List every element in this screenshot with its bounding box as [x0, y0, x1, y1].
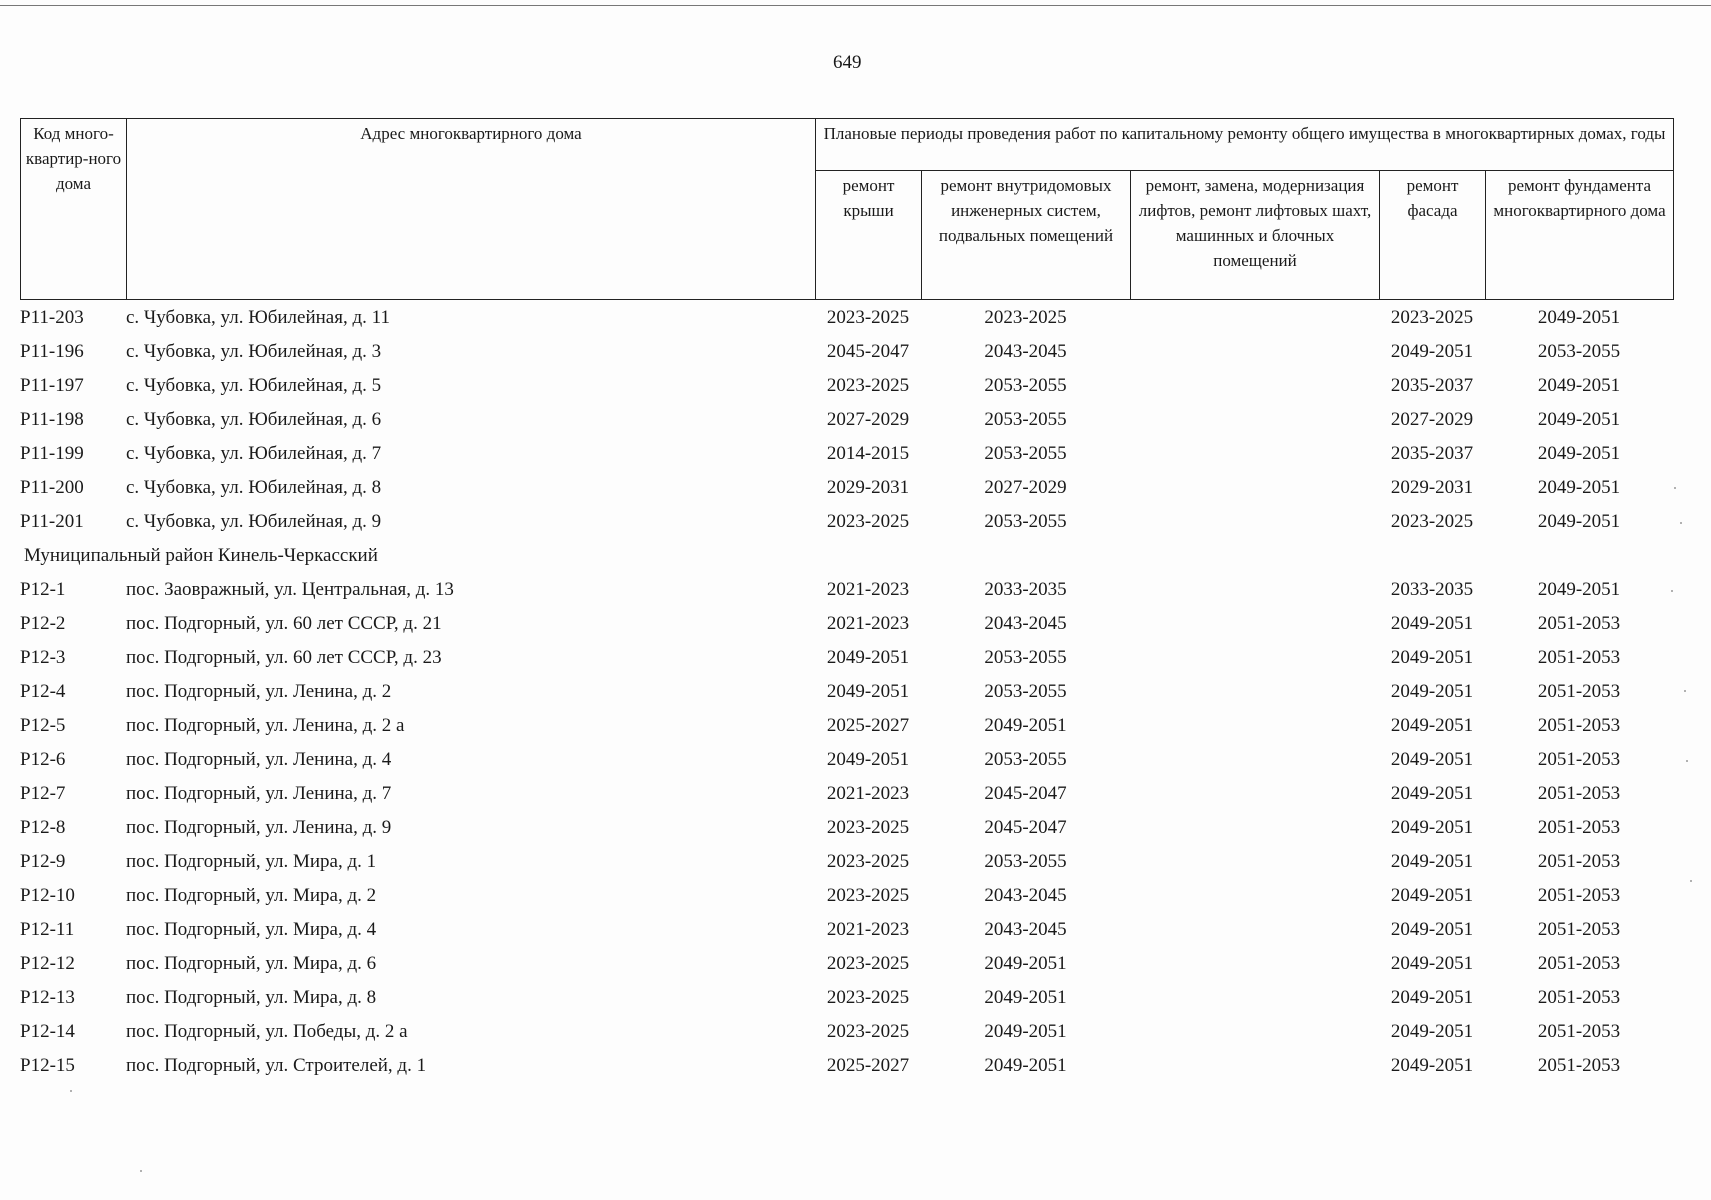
cell-roof: 2023-2025 — [826, 987, 910, 1008]
table-row — [20, 947, 1673, 981]
cell-systems: 2045-2047 — [984, 783, 1067, 804]
cell-facade: 2049-2051 — [1390, 851, 1474, 872]
cell-roof: 2025-2027 — [826, 715, 910, 736]
cell-roof: 2014-2015 — [826, 443, 910, 464]
cell-facade: 2049-2051 — [1390, 749, 1474, 770]
cell-address: с. Чубовка, ул. Юбилейная, д. 9 — [126, 511, 382, 532]
cell-address: пос. Подгорный, ул. Мира, д. 2 — [126, 885, 377, 906]
cell-lifts — [1130, 947, 1379, 981]
scan-speck — [1684, 690, 1686, 692]
cell-address: пос. Подгорный, ул. Ленина, д. 2 а — [126, 715, 405, 736]
cell-lifts — [1130, 437, 1379, 471]
cell-code: Р12-14 — [20, 1021, 75, 1042]
cell-systems: 2033-2035 — [984, 579, 1067, 600]
header-lifts: ремонт, замена, модернизация лифтов, ремонт лифтовых шахт, машинных и блочных помещений — [1131, 171, 1380, 300]
cell-roof: 2023-2025 — [826, 885, 910, 906]
header-facade: ремонт фасада — [1380, 171, 1486, 300]
cell-code: Р11-198 — [20, 409, 84, 430]
cell-facade: 2049-2051 — [1390, 1021, 1474, 1042]
cell-foundation: 2049-2051 — [1537, 477, 1621, 498]
cell-lifts — [1130, 301, 1379, 335]
cell-code: Р12-5 — [20, 715, 66, 736]
cell-systems: 2043-2045 — [984, 885, 1067, 906]
table-row — [20, 1015, 1673, 1049]
cell-address: с. Чубовка, ул. Юбилейная, д. 8 — [126, 477, 382, 498]
cell-code: Р12-11 — [20, 919, 75, 940]
table-row — [20, 437, 1673, 471]
cell-roof: 2025-2027 — [826, 1055, 910, 1076]
cell-code: Р12-3 — [20, 647, 66, 668]
cell-lifts — [1130, 811, 1379, 845]
header-periods-group: Плановые периоды проведения работ по капитальному ремонту общего имущества в многоквартирных домах, годы — [816, 119, 1674, 171]
cell-code: Р12-7 — [20, 783, 66, 804]
cell-facade: 2049-2051 — [1390, 783, 1474, 804]
table-row — [20, 845, 1673, 879]
cell-systems: 2027-2029 — [984, 477, 1067, 498]
cell-systems: 2053-2055 — [984, 511, 1067, 532]
cell-code: Р12-2 — [20, 613, 66, 634]
cell-foundation: 2051-2053 — [1537, 851, 1621, 872]
cell-address: пос. Подгорный, ул. Ленина, д. 2 — [126, 681, 392, 702]
cell-lifts — [1130, 641, 1379, 675]
cell-roof: 2021-2023 — [826, 919, 910, 940]
cell-roof: 2021-2023 — [826, 783, 910, 804]
cell-address: с. Чубовка, ул. Юбилейная, д. 7 — [126, 443, 382, 464]
table-row — [20, 471, 1673, 505]
cell-facade: 2049-2051 — [1390, 341, 1474, 362]
header-address: Адрес многоквартирного дома — [127, 119, 816, 300]
scan-speck — [1686, 760, 1688, 762]
table-row — [20, 641, 1673, 675]
table-row — [20, 369, 1673, 403]
cell-code: Р12-1 — [20, 579, 66, 600]
cell-address: пос. Подгорный, ул. Мира, д. 6 — [126, 953, 377, 974]
table-row — [20, 709, 1673, 743]
cell-facade: 2049-2051 — [1390, 953, 1474, 974]
table-row — [20, 811, 1673, 845]
cell-facade: 2033-2035 — [1390, 579, 1474, 600]
section-row — [20, 539, 1673, 573]
cell-systems: 2053-2055 — [984, 409, 1067, 430]
cell-lifts — [1130, 913, 1379, 947]
cell-code: Р12-9 — [20, 851, 66, 872]
cell-facade: 2049-2051 — [1390, 817, 1474, 838]
cell-lifts — [1130, 1015, 1379, 1049]
cell-code: Р11-196 — [20, 341, 84, 362]
cell-systems: 2043-2045 — [984, 613, 1067, 634]
cell-facade: 2023-2025 — [1390, 307, 1474, 328]
cell-address: с. Чубовка, ул. Юбилейная, д. 5 — [126, 375, 382, 396]
cell-code: Р11-203 — [20, 307, 84, 328]
cell-code: Р12-15 — [20, 1055, 75, 1076]
cell-address: пос. Подгорный, ул. 60 лет СССР, д. 23 — [126, 647, 442, 668]
cell-address: пос. Подгорный, ул. Ленина, д. 9 — [126, 817, 392, 838]
cell-lifts — [1130, 981, 1379, 1015]
cell-foundation: 2051-2053 — [1537, 647, 1621, 668]
cell-lifts — [1130, 777, 1379, 811]
table-row — [20, 335, 1673, 369]
cell-foundation: 2051-2053 — [1537, 953, 1621, 974]
cell-facade: 2035-2037 — [1390, 375, 1474, 396]
cell-foundation: 2049-2051 — [1537, 409, 1621, 430]
cell-facade: 2029-2031 — [1390, 477, 1474, 498]
cell-lifts — [1130, 335, 1379, 369]
cell-address: пос. Подгорный, ул. Мира, д. 1 — [126, 851, 377, 872]
header-foundation: ремонт фундамента многоквартирного дома — [1486, 171, 1674, 300]
cell-systems: 2053-2055 — [984, 647, 1067, 668]
cell-systems: 2049-2051 — [984, 1021, 1067, 1042]
cell-facade: 2027-2029 — [1390, 409, 1474, 430]
cell-code: Р12-8 — [20, 817, 66, 838]
cell-roof: 2045-2047 — [826, 341, 910, 362]
cell-foundation: 2051-2053 — [1537, 1021, 1621, 1042]
cell-foundation: 2051-2053 — [1537, 817, 1621, 838]
cell-foundation: 2049-2051 — [1537, 443, 1621, 464]
cell-lifts — [1130, 1049, 1379, 1083]
cell-foundation: 2049-2051 — [1537, 307, 1621, 328]
header-code: Код много-квартир-ного дома — [21, 119, 127, 300]
cell-systems: 2049-2051 — [984, 953, 1067, 974]
scan-speck — [1690, 880, 1692, 882]
cell-systems: 2045-2047 — [984, 817, 1067, 838]
cell-lifts — [1130, 369, 1379, 403]
table-row — [20, 675, 1673, 709]
cell-foundation: 2049-2051 — [1537, 375, 1621, 396]
cell-foundation: 2051-2053 — [1537, 613, 1621, 634]
cell-lifts — [1130, 879, 1379, 913]
table-row — [20, 403, 1673, 437]
header-systems: ремонт внутридомовых инженерных систем, подвальных помещений — [922, 171, 1131, 300]
cell-roof: 2023-2025 — [826, 851, 910, 872]
cell-lifts — [1130, 471, 1379, 505]
cell-lifts — [1130, 607, 1379, 641]
cell-address: с. Чубовка, ул. Юбилейная, д. 11 — [126, 307, 390, 328]
cell-address: пос. Подгорный, ул. Ленина, д. 4 — [126, 749, 392, 770]
top-rule — [0, 5, 1711, 6]
cell-facade: 2049-2051 — [1390, 919, 1474, 940]
cell-facade: 2049-2051 — [1390, 613, 1474, 634]
table-row — [20, 981, 1673, 1015]
cell-facade: 2049-2051 — [1390, 681, 1474, 702]
cell-code: Р11-200 — [20, 477, 84, 498]
cell-roof: 2023-2025 — [826, 817, 910, 838]
cell-address: пос. Подгорный, ул. Строителей, д. 1 — [126, 1055, 427, 1076]
cell-address: с. Чубовка, ул. Юбилейная, д. 3 — [126, 341, 382, 362]
cell-address: пос. Подгорный, ул. Мира, д. 8 — [126, 987, 377, 1008]
table-row — [20, 301, 1673, 335]
scan-speck — [70, 1090, 72, 1092]
cell-foundation: 2049-2051 — [1537, 511, 1621, 532]
scan-speck — [1680, 522, 1682, 524]
cell-foundation: 2051-2053 — [1537, 749, 1621, 770]
data-table — [20, 301, 1673, 1083]
cell-code: Р12-10 — [20, 885, 75, 906]
cell-foundation: 2053-2055 — [1537, 341, 1621, 362]
cell-roof: 2023-2025 — [826, 953, 910, 974]
cell-roof: 2023-2025 — [826, 1021, 910, 1042]
cell-foundation: 2051-2053 — [1537, 885, 1621, 906]
table-row — [20, 607, 1673, 641]
cell-systems: 2049-2051 — [984, 715, 1067, 736]
cell-roof: 2023-2025 — [826, 375, 910, 396]
cell-systems: 2053-2055 — [984, 375, 1067, 396]
table-row — [20, 1049, 1673, 1083]
cell-code: Р12-12 — [20, 953, 75, 974]
cell-address: с. Чубовка, ул. Юбилейная, д. 6 — [126, 409, 382, 430]
table-row — [20, 777, 1673, 811]
cell-lifts — [1130, 675, 1379, 709]
cell-roof: 2021-2023 — [826, 579, 910, 600]
cell-lifts — [1130, 573, 1379, 607]
cell-foundation: 2049-2051 — [1537, 579, 1621, 600]
cell-systems: 2049-2051 — [984, 1055, 1067, 1076]
cell-lifts — [1130, 709, 1379, 743]
section-title: Муниципальный район Кинель-Черкасский — [24, 545, 378, 566]
cell-systems: 2053-2055 — [984, 851, 1067, 872]
cell-address: пос. Подгорный, ул. Победы, д. 2 а — [126, 1021, 408, 1042]
cell-facade: 2049-2051 — [1390, 647, 1474, 668]
cell-roof: 2021-2023 — [826, 613, 910, 634]
table-row — [20, 573, 1673, 607]
cell-facade: 2023-2025 — [1390, 511, 1474, 532]
cell-foundation: 2051-2053 — [1537, 681, 1621, 702]
cell-facade: 2049-2051 — [1390, 715, 1474, 736]
cell-address: пос. Подгорный, ул. Мира, д. 4 — [126, 919, 377, 940]
cell-foundation: 2051-2053 — [1537, 919, 1621, 940]
cell-foundation: 2051-2053 — [1537, 715, 1621, 736]
cell-systems: 2053-2055 — [984, 443, 1067, 464]
cell-lifts — [1130, 845, 1379, 879]
cell-systems: 2023-2025 — [984, 307, 1067, 328]
cell-code: Р12-13 — [20, 987, 75, 1008]
table-row — [20, 505, 1673, 539]
cell-facade: 2049-2051 — [1390, 885, 1474, 906]
cell-roof: 2049-2051 — [826, 681, 910, 702]
cell-foundation: 2051-2053 — [1537, 987, 1621, 1008]
cell-code: Р11-199 — [20, 443, 84, 464]
table-row — [20, 743, 1673, 777]
table-row — [20, 879, 1673, 913]
table-header — [20, 118, 1674, 300]
page-number: 649 — [833, 52, 862, 73]
cell-roof: 2023-2025 — [826, 307, 910, 328]
cell-foundation: 2051-2053 — [1537, 1055, 1621, 1076]
cell-systems: 2043-2045 — [984, 919, 1067, 940]
scan-speck — [1671, 590, 1673, 592]
cell-lifts — [1130, 743, 1379, 777]
cell-roof: 2029-2031 — [826, 477, 910, 498]
cell-foundation: 2051-2053 — [1537, 783, 1621, 804]
cell-lifts — [1130, 505, 1379, 539]
cell-roof: 2023-2025 — [826, 511, 910, 532]
scan-speck — [1674, 487, 1676, 489]
cell-systems: 2053-2055 — [984, 749, 1067, 770]
cell-code: Р12-6 — [20, 749, 66, 770]
cell-address: пос. Заовражный, ул. Центральная, д. 13 — [126, 579, 454, 600]
cell-code: Р11-201 — [20, 511, 84, 532]
cell-systems: 2053-2055 — [984, 681, 1067, 702]
header-roof: ремонт крыши — [816, 171, 922, 300]
cell-address: пос. Подгорный, ул. 60 лет СССР, д. 21 — [126, 613, 442, 634]
cell-facade: 2049-2051 — [1390, 1055, 1474, 1076]
cell-address: пос. Подгорный, ул. Ленина, д. 7 — [126, 783, 392, 804]
cell-facade: 2035-2037 — [1390, 443, 1474, 464]
cell-code: Р12-4 — [20, 681, 66, 702]
cell-code: Р11-197 — [20, 375, 84, 396]
cell-systems: 2049-2051 — [984, 987, 1067, 1008]
cell-roof: 2049-2051 — [826, 647, 910, 668]
cell-lifts — [1130, 403, 1379, 437]
cell-systems: 2043-2045 — [984, 341, 1067, 362]
cell-roof: 2027-2029 — [826, 409, 910, 430]
cell-facade: 2049-2051 — [1390, 987, 1474, 1008]
scan-speck — [140, 1170, 142, 1172]
table-row — [20, 913, 1673, 947]
cell-roof: 2049-2051 — [826, 749, 910, 770]
